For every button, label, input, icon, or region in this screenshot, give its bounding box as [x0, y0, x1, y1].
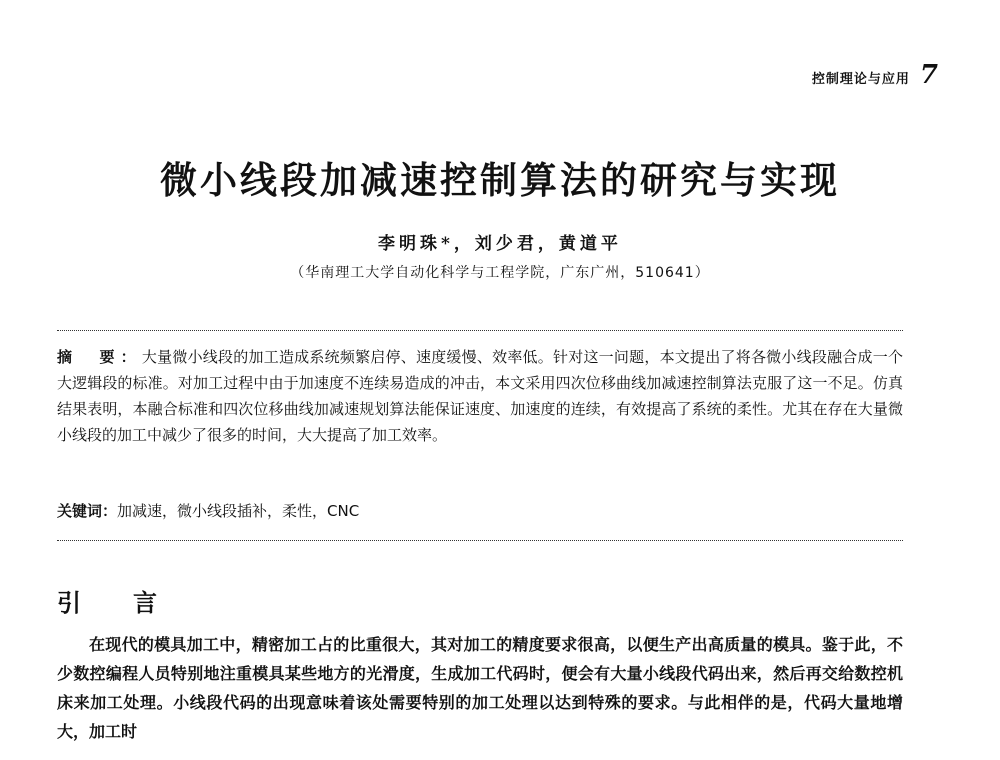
abstract-bottom-rule	[57, 540, 903, 541]
keywords-block	[57, 498, 903, 524]
journal-name: 控制理论与应用	[811, 72, 910, 87]
paper-title: 微小线段加减速控制算法的研究与实现	[160, 158, 840, 202]
abstract-top-rule	[57, 330, 903, 331]
section-heading: 引 言	[57, 589, 171, 617]
abstract-text: 大量微小线段的加工造成系统频繁启停、速度缓慢、效率低。针对这一问题，本文提出了将各微小线段融合成一个大逻辑段的标准。对加工过程中由于加速度不连续易造成的冲击，本文采用四次位移曲线加减速控制算法克服了这一不足。仿真结果表明，本融合标准和四次位移曲线加减速规划算法能保证速度、加速度的连续，有效提高了系统的柔性。尤其在存在大量微小线段的加工中减少了很多的时间，大大提高了加工效率。	[57, 348, 903, 444]
keywords-text: 加减速，微小线段插补，柔性，CNC	[117, 502, 360, 520]
body-paragraph: 在现代的模具加工中，精密加工占的比重很大，其对加工的精度要求很高，以便生产出高质量的模具。鉴于此，不少数控编程人员特别地注重模具某些地方的光滑度，生成加工代码时，便会有大量小线段代码出来，然后再交给数控机床来加工处理。小线段代码的出现意味着该处需要特别的加工处理以达到特殊的要求。与此相伴的是，代码大量地增大，加工时	[57, 635, 903, 741]
abstract-block	[57, 344, 903, 448]
affiliation: （华南理工大学自动化科学与工程学院，广东广州，510641）	[290, 265, 710, 281]
running-header	[812, 60, 938, 90]
body-text	[57, 630, 903, 746]
page-number: 7	[919, 60, 938, 90]
abstract-label: 摘 要：	[57, 348, 142, 366]
author-list: 李明珠*，刘少君，黄道平	[378, 234, 622, 254]
keywords-label: 关键词：	[57, 502, 118, 520]
